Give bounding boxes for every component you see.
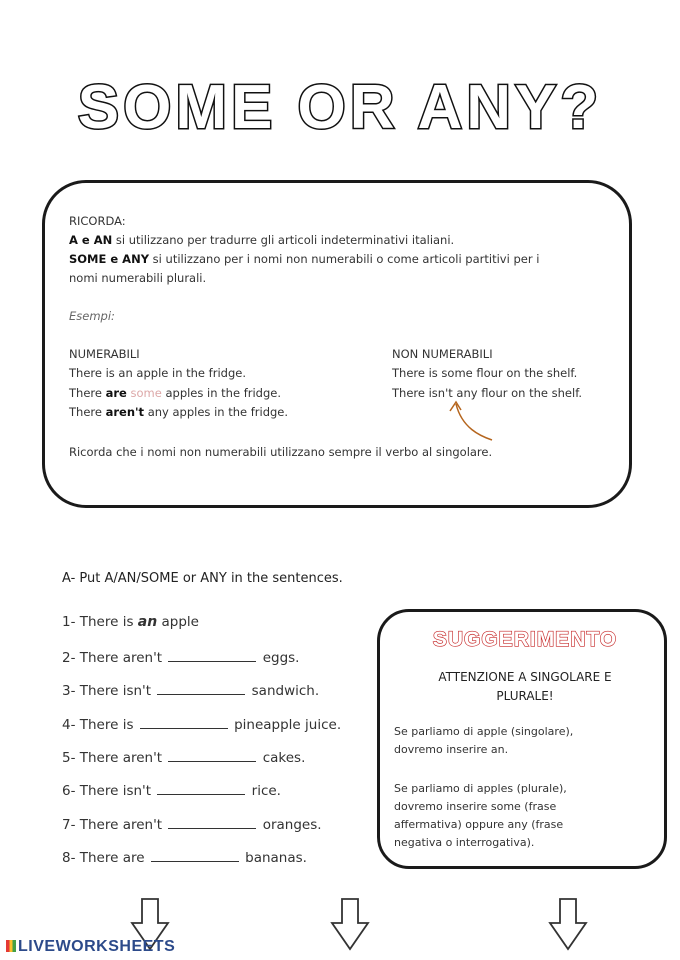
logo-icon: [6, 940, 16, 952]
answer-blank[interactable]: [151, 851, 239, 862]
answer-blank[interactable]: [168, 751, 256, 762]
sentence-prefix: 5- There aren't: [62, 750, 167, 766]
sentence-answer: an: [137, 614, 158, 630]
ricorda-line-1-bold: A e AN: [69, 233, 113, 247]
ex2-bold: are: [105, 386, 127, 400]
sentence-prefix: 3- There isn't: [62, 683, 156, 699]
non-numerabili-example-2: There isn't any flour on the shelf.: [392, 386, 583, 400]
ricorda-line-2: [69, 252, 539, 266]
exercise-heading: A- Put A/AN/SOME or ANY in the sentences.: [62, 571, 343, 586]
non-numerabili-example-1: There is some flour on the shelf.: [392, 366, 578, 380]
sentence-prefix: 2- There aren't: [62, 650, 167, 666]
suggerimento-p2-line-1: Se parliamo di apples (plurale),: [394, 782, 567, 795]
sentence-suffix: eggs.: [258, 650, 300, 666]
sentence-suffix: oranges.: [258, 817, 322, 833]
numerabili-example-2: [69, 386, 281, 400]
down-arrow-icon: [330, 897, 370, 953]
sentence-suffix: bananas.: [240, 850, 307, 866]
suggerimento-subtitle-1: ATTENZIONE A SINGOLARE E: [438, 670, 612, 684]
ricorda-line-2-bold: SOME e ANY: [69, 252, 150, 266]
suggerimento-p2-line-4: negativa o interrogativa).: [394, 836, 535, 849]
ricorda-line-1: [69, 233, 454, 247]
sentence-4: [62, 717, 341, 733]
sentence-8: [62, 850, 307, 866]
logo-text: LIVEWORKSHEETS: [18, 938, 176, 955]
sentence-suffix: apple: [157, 614, 199, 630]
ex3-bold: aren't: [105, 405, 145, 419]
suggerimento-p1-line-1: Se parliamo di apple (singolare),: [394, 725, 574, 738]
answer-blank[interactable]: [157, 784, 245, 795]
esempi-label: Esempi:: [69, 309, 115, 323]
sentence-prefix: 4- There is: [62, 717, 138, 733]
sentence-2: [62, 650, 299, 666]
ex2-faint: some: [126, 386, 162, 400]
numerabili-example-1: There is an apple in the fridge.: [69, 366, 246, 380]
sentence-3: [62, 683, 319, 699]
answer-blank[interactable]: [140, 718, 228, 729]
suggerimento-p1-line-2: dovremo inserire an.: [394, 743, 509, 756]
sentence-6: [62, 783, 281, 799]
answer-blank[interactable]: [157, 684, 245, 695]
ex3-part-b: any apples in the fridge.: [144, 405, 289, 419]
sentence-suffix: sandwich.: [247, 683, 320, 699]
answer-blank[interactable]: [168, 818, 256, 829]
ex2-part-b: apples in the fridge.: [161, 386, 282, 400]
ricorda-line-1-rest: si utilizzano per tradurre gli articoli indeterminativi italiani.: [112, 233, 455, 247]
suggerimento-p2-line-2: dovremo inserire some (frase: [394, 800, 557, 813]
ricorda-line-3: nomi numerabili plurali.: [69, 271, 207, 285]
sentence-prefix: 8- There are: [62, 850, 149, 866]
ricorda-heading: RICORDA:: [69, 214, 126, 228]
sentence-suffix: rice.: [247, 783, 281, 799]
ricorda-line-2-rest: si utilizzano per i nomi non numerabili o come articoli partitivi per i: [149, 252, 540, 266]
suggerimento-p2-line-3: affermativa) oppure any (frase: [394, 818, 564, 831]
sentence-suffix: pineapple juice.: [229, 717, 342, 733]
sentence-prefix: 1- There is: [62, 614, 138, 630]
suggerimento-title: SUGGERIMENTO: [432, 628, 618, 651]
sentence-7: [62, 817, 322, 833]
ex2-part-a: There: [69, 386, 106, 400]
sentence-suffix: cakes.: [258, 750, 306, 766]
sentence-5: [62, 750, 305, 766]
down-arrow-icon: [548, 897, 588, 953]
non-numerabili-heading: NON NUMERABILI: [392, 347, 493, 361]
page-title: SOME OR ANY?: [77, 73, 603, 142]
sentence-prefix: 6- There isn't: [62, 783, 156, 799]
answer-blank[interactable]: [168, 651, 256, 662]
sentence-1: [62, 614, 199, 630]
curved-arrow-icon: [440, 398, 500, 446]
suggerimento-subtitle-2: PLURALE!: [496, 689, 554, 703]
numerabili-example-3: [69, 405, 288, 419]
liveworksheets-logo: [6, 938, 175, 956]
sentence-prefix: 7- There aren't: [62, 817, 167, 833]
ricorda-note: Ricorda che i nomi non numerabili utilizzano sempre il verbo al singolare.: [69, 445, 493, 459]
numerabili-heading: NUMERABILI: [69, 347, 140, 361]
suggerimento-box: [377, 609, 667, 869]
ex3-part-a: There: [69, 405, 106, 419]
